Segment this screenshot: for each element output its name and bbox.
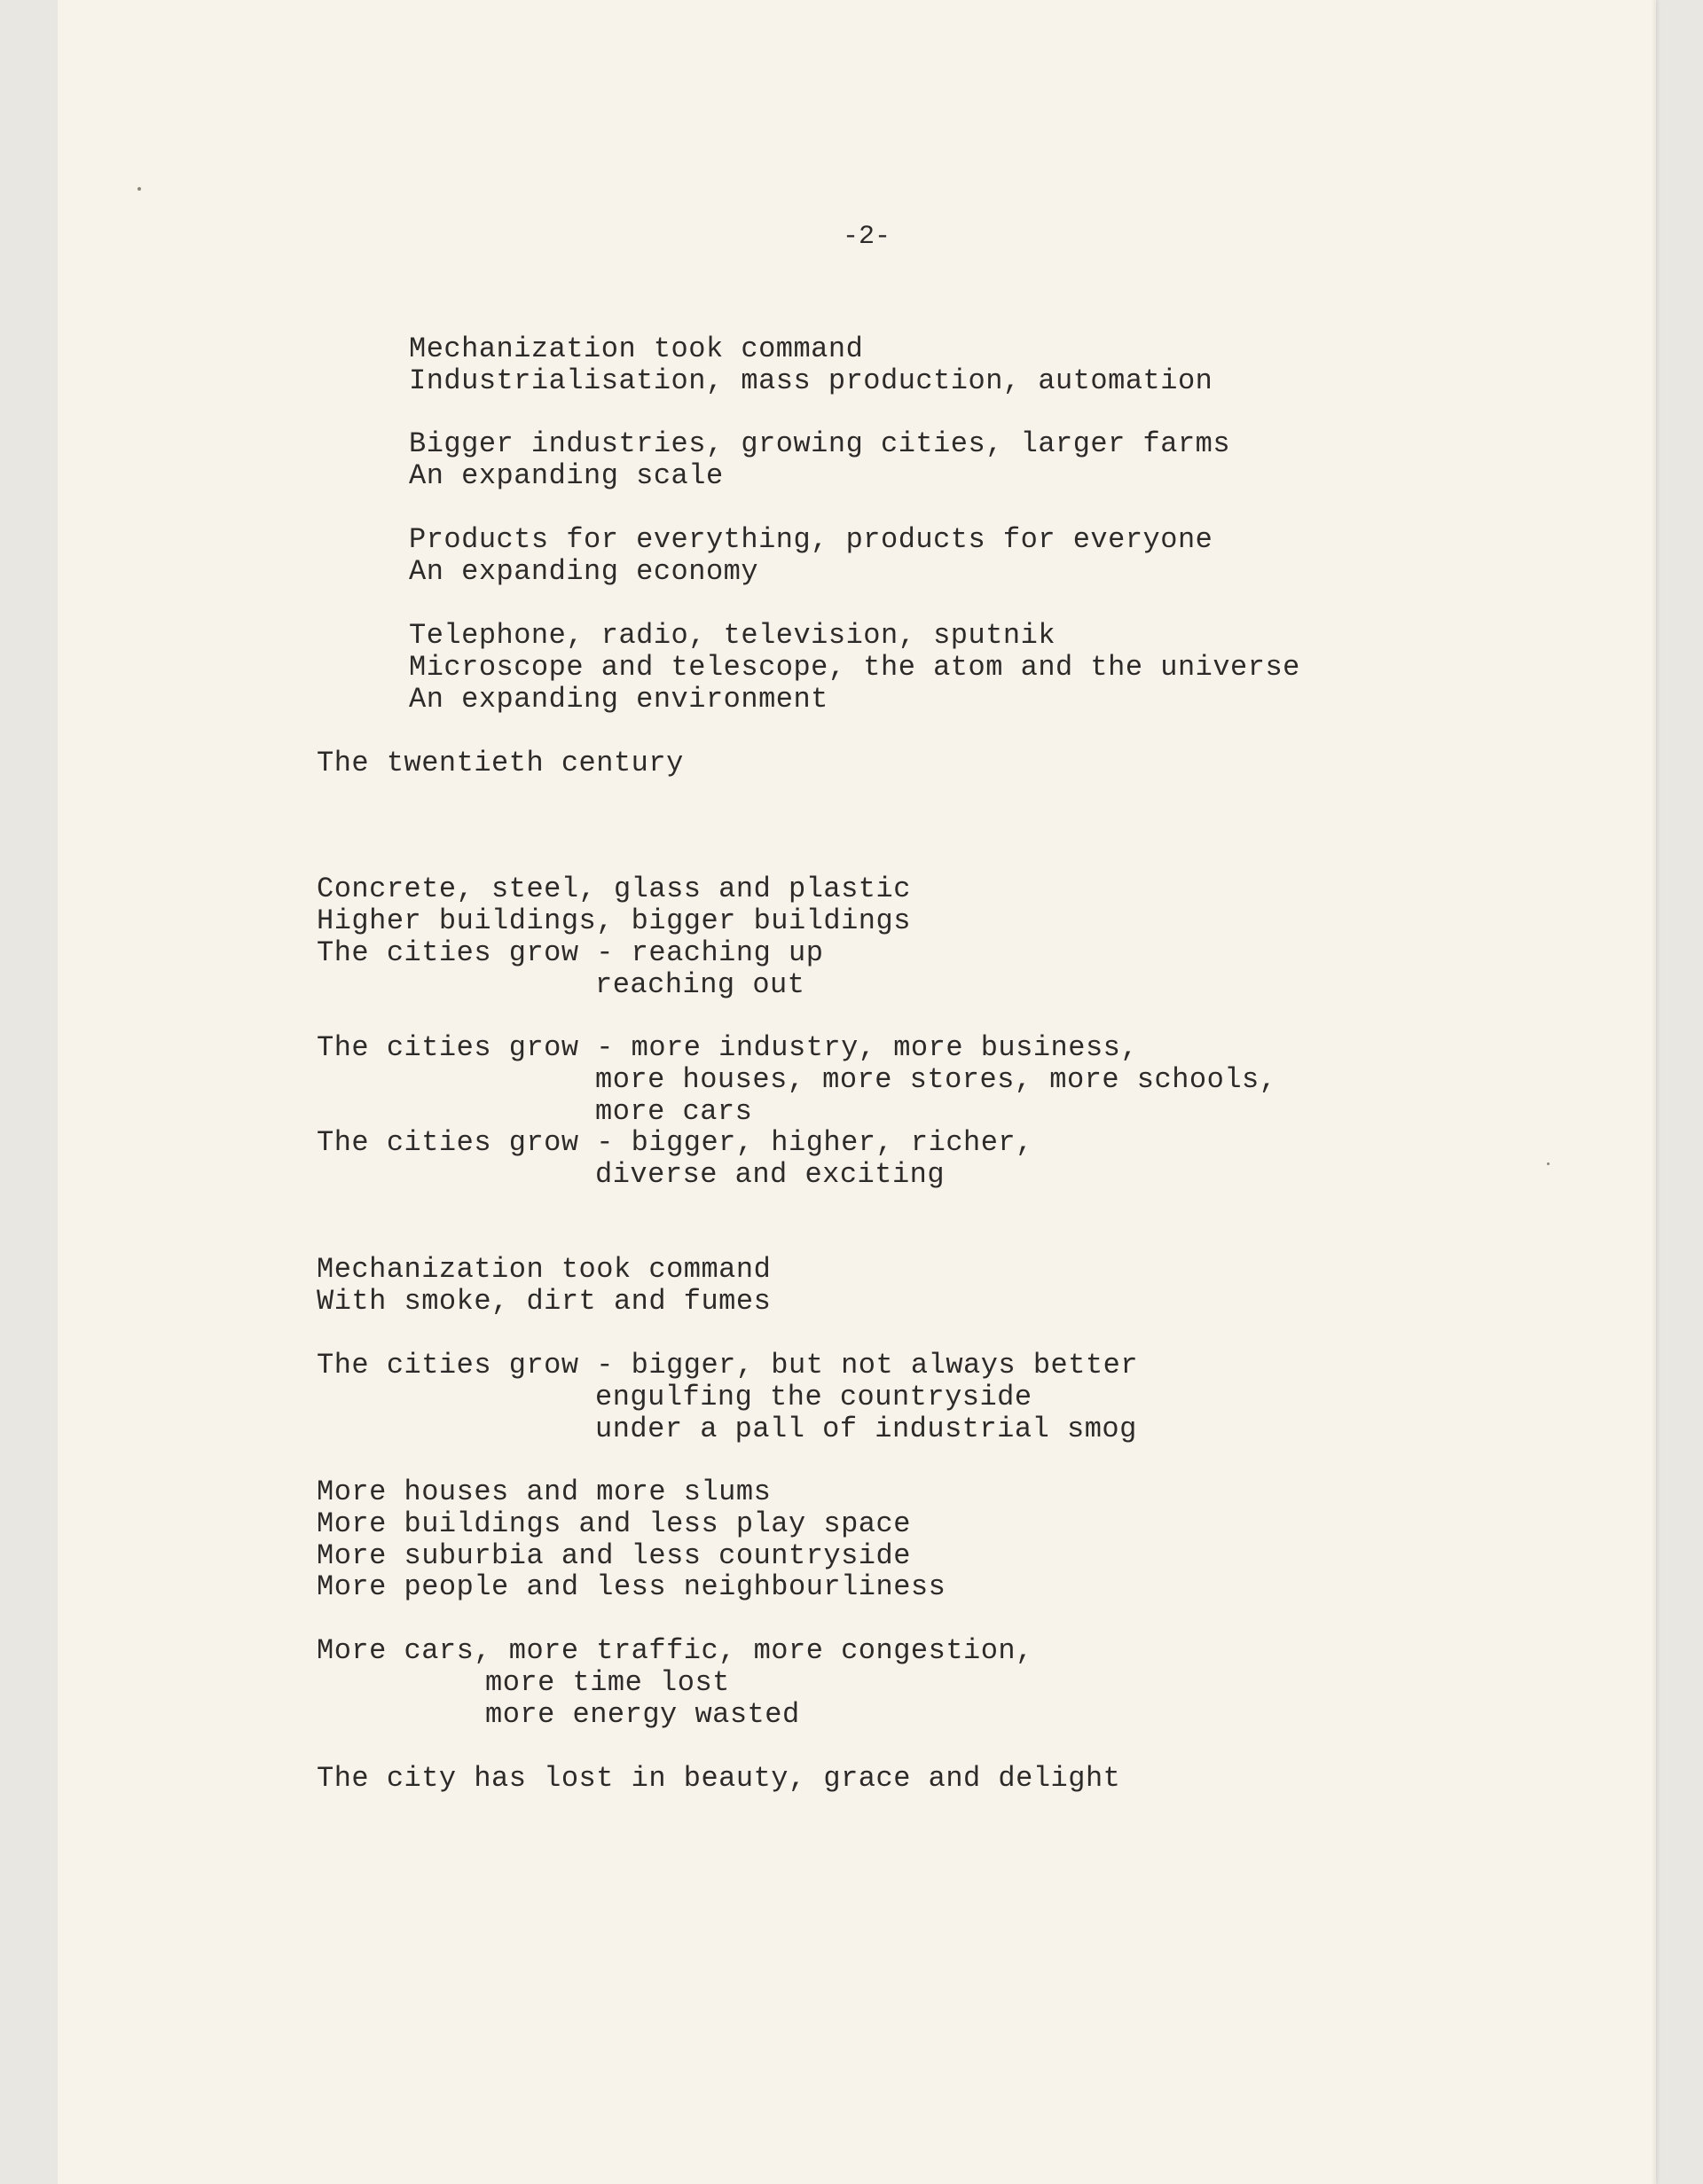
text-line: More houses and more slums xyxy=(317,1476,772,1508)
text-line: More people and less neighbourliness xyxy=(317,1570,946,1603)
text-line: More suburbia and less countryside xyxy=(317,1539,911,1572)
text-line: more cars xyxy=(595,1095,753,1128)
text-line: An expanding scale xyxy=(409,459,724,492)
text-line: The cities grow - more industry, more business, xyxy=(317,1031,1139,1064)
text-line: under a pall of industrial smog xyxy=(595,1413,1137,1445)
text-line: Telephone, radio, television, sputnik xyxy=(409,619,1056,652)
text-line: engulfing the countryside xyxy=(595,1381,1032,1413)
text-line: Bigger industries, growing cities, larger farms xyxy=(409,427,1231,460)
text-line: Mechanization took command xyxy=(409,333,864,365)
text-line: Microscope and telescope, the atom and the universe xyxy=(409,651,1300,684)
paper-speck xyxy=(137,187,141,191)
text-line: more time lost xyxy=(485,1666,730,1699)
page-number: -2- xyxy=(843,222,891,252)
text-line: With smoke, dirt and fumes xyxy=(317,1285,772,1318)
paper-speck xyxy=(1547,1162,1550,1165)
text-line: diverse and exciting xyxy=(595,1158,946,1191)
text-line: Concrete, steel, glass and plastic xyxy=(317,873,911,905)
text-line: reaching out xyxy=(595,968,805,1001)
paper-edge xyxy=(1651,0,1656,2184)
text-line: The twentieth century xyxy=(317,747,684,779)
text-line: The cities grow - reaching up xyxy=(317,936,824,969)
text-line: The city has lost in beauty, grace and delight xyxy=(317,1762,1121,1795)
text-line: Products for everything, products for everyone xyxy=(409,523,1213,556)
text-line: The cities grow - bigger, but not always better xyxy=(317,1349,1139,1382)
text-line: more energy wasted xyxy=(485,1698,800,1731)
text-line: An expanding environment xyxy=(409,683,828,716)
text-line: The cities grow - bigger, higher, richer, xyxy=(317,1126,1033,1159)
text-line: More cars, more traffic, more congestion, xyxy=(317,1634,1033,1667)
text-line: Mechanization took command xyxy=(317,1253,772,1286)
text-line: Higher buildings, bigger buildings xyxy=(317,904,911,937)
text-line: An expanding economy xyxy=(409,555,759,588)
text-line: Industrialisation, mass production, automation xyxy=(409,364,1213,397)
text-line: More buildings and less play space xyxy=(317,1507,911,1540)
text-line: more houses, more stores, more schools, xyxy=(595,1063,1277,1096)
